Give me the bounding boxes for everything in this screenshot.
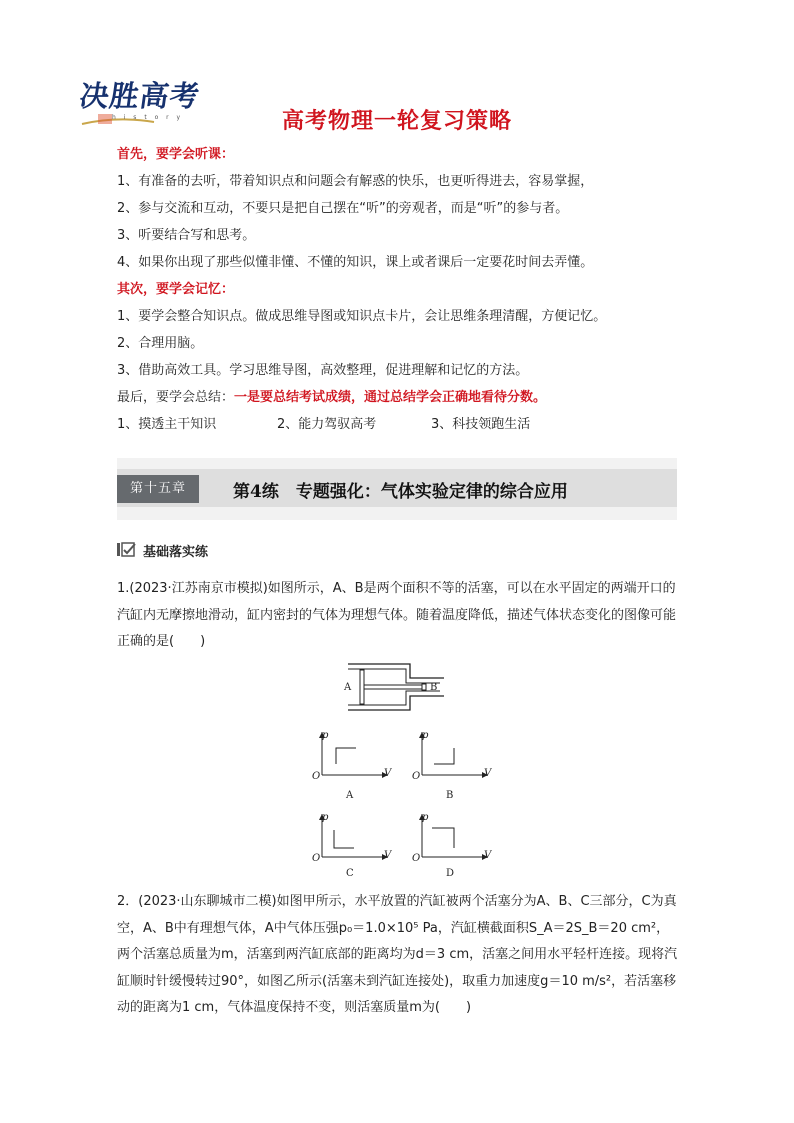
memory-item: 3、借助高效工具。学习思维导图，高效整理，促进理解和记忆的方法。 [117, 363, 529, 378]
piston-label-b: B [430, 682, 438, 693]
listen-item: 1、有准备的去听，带着知识点和问题会有解惑的快乐，也更听得进去，容易掌握， [117, 174, 594, 189]
bullet-item: 2、能力驾驭高考 [277, 417, 377, 432]
question-1-text: 1.(2023·江苏南京市模拟)如图所示，A、B是两个面积不等的活塞，可以在水平固定的两端开口的汽缸内无摩擦地滑动，缸内密封的气体为理想气体。随着温度降低，描述气体状态变化的图像可能正确的是( ) [117, 581, 677, 649]
option-label-d: D [446, 868, 455, 879]
logo-subtext: h i s t o r y [112, 114, 184, 121]
summary-prefix: 最后，要学会总结： [117, 390, 235, 405]
section-icon [117, 542, 137, 562]
option-label-b: B [446, 790, 454, 801]
listen-item: 2、参与交流和互动，不要只是把自己摆在“听”的旁观者，而是“听”的参与者。 [117, 201, 569, 216]
page-title: 高考物理一轮复习策略 [281, 109, 512, 134]
section-heading: 基础落实练 [143, 545, 209, 560]
memory-item: 2、合理用脑。 [117, 336, 204, 351]
axis-v-label: V [384, 768, 392, 779]
axis-v-label: V [484, 850, 492, 861]
bullet-item: 1、摸透主干知识 [117, 417, 217, 432]
option-label-c: C [346, 868, 354, 879]
question-2-text: 2．(2023·山东聊城市二模)如图甲所示，水平放置的汽缸被两个活塞分为A、B、C三部分，C为真空，A、B中有理想气体，A中气体压强p₀＝1.0×10⁵ Pa，汽缸横截面积S_A＝2S_B＝20 cm²，两个活塞总质量为m，活塞到两汽缸底部的距离均为d＝3 cm，活塞之间用水平轻杆连接。现将汽缸顺时针缓慢转过90°，如图乙所示(活塞未到汽缸连接处)，取重力加速度g＝10 m/s²，若活塞移动的距离为1 cm，气体温度保持不变，则活塞质量m为( ) [117, 894, 678, 1015]
option-label-a: A [346, 790, 354, 801]
logo-text: 决胜高考 [77, 79, 203, 113]
axis-v-label: V [484, 768, 492, 779]
origin-label: O [412, 853, 421, 864]
listen-item: 4、如果你出现了那些似懂非懂、不懂的知识，课上或者课后一定要花时间去弄懂。 [117, 255, 594, 270]
axis-p-label: p [322, 812, 329, 823]
heading-memory: 其次，要学会记忆： [117, 282, 235, 297]
origin-label: O [312, 853, 321, 864]
chapter-title: 第4练 专题强化：气体实验定律的综合应用 [233, 482, 568, 502]
memory-item: 1、要学会整合知识点。做成思维导图或知识点卡片，会让思维条理清醒，方便记忆。 [117, 309, 607, 324]
summary-line [117, 386, 546, 405]
origin-label: O [412, 771, 421, 782]
bullet-item: 3、科技领跑生活 [431, 417, 531, 432]
listen-item: 3、听要结合写和思考。 [117, 228, 256, 243]
heading-listen: 首先，要学会听课： [117, 147, 235, 162]
piston-label-a: A [344, 682, 352, 693]
summary-highlight: 一是要总结考试成绩，通过总结学会正确地看待分数。 [234, 390, 547, 405]
axis-p-label: p [422, 730, 429, 741]
chapter-tag: 第十五章 [117, 475, 199, 503]
axis-v-label: V [384, 850, 392, 861]
axis-p-label: p [422, 812, 429, 823]
axis-p-label: p [322, 730, 329, 741]
origin-label: O [312, 771, 321, 782]
